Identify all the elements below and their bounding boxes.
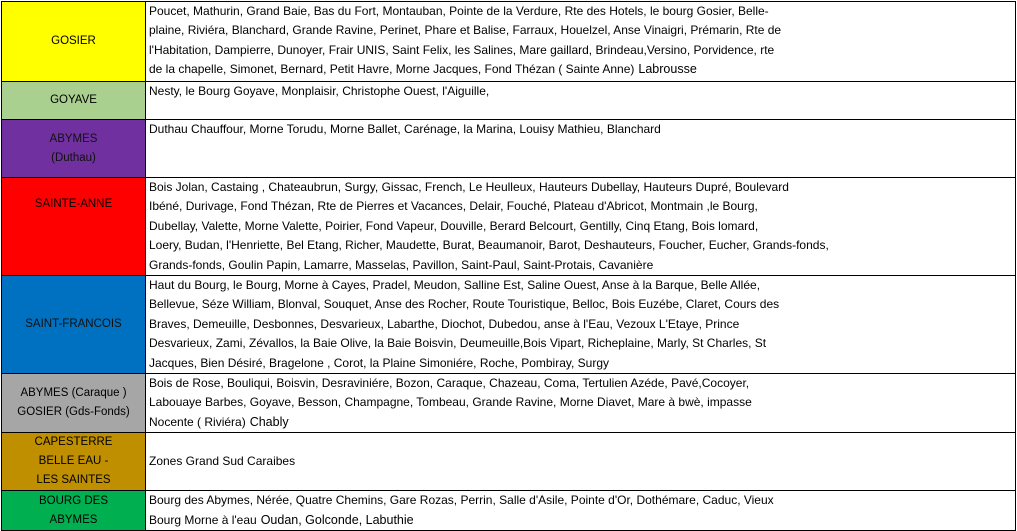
zone-name-cell bbox=[2, 178, 146, 276]
zone-localities-cell bbox=[146, 2, 1016, 82]
zone-name: SAINT-FRANCOIS bbox=[25, 318, 122, 331]
locality-line: l'Habitation, Dampierre, Dunoyer, Frair UNIS, Saint Felix, les Salines, Mare gaillard, Brindeau,Versino, Porvidence, rte bbox=[149, 42, 775, 57]
locality-line: Braves, Demeuille, Desbonnes, Desvarieux, Labarthe, Diochot, Dubedou, anse à l'Eau, Vezoux L'Etaye, Prince bbox=[149, 316, 740, 331]
zone-row-abymes-duthau bbox=[2, 120, 1016, 178]
zone-row-gosier bbox=[2, 2, 1016, 82]
zone-name-cell bbox=[2, 2, 146, 82]
locality-line bbox=[149, 60, 1011, 79]
zone-name-cell bbox=[2, 374, 146, 433]
zone-name-cell bbox=[2, 82, 146, 120]
zone-localities-cell bbox=[146, 433, 1016, 491]
locality-extra: Labrousse bbox=[638, 62, 697, 77]
zone-name-cell bbox=[2, 120, 146, 178]
locality-line: Grands-fonds, Goulin Papin, Lamarre, Masselas, Pavillon, Saint-Paul, Saint-Protais, Cavanière bbox=[149, 257, 654, 272]
locality-line: Bourg des Abymes, Nérée, Quatre Chemins, Gare Rozas, Perrin, Salle d'Asile, Pointe d'Or, Dothémare, Caduc, Vieux bbox=[149, 493, 774, 508]
zone-name: SAINTE-ANNE bbox=[34, 198, 113, 210]
zone-localities-cell bbox=[146, 276, 1016, 374]
zone-name: ABYMES (Duthau) bbox=[49, 132, 98, 164]
locality-line: Desvarieux, Zami, Zévallos, la Baie Olive, la Baie Boisvin, Deumeuille,Bois Vipart, Richeplaine, Marly, St Charles, St bbox=[149, 336, 767, 351]
locality-line: Ibéné, Durivage, Fond Thézan, Rte de Pierres et Vacances, Delair, Fouché, Plateau d'Abricot, Montmain ,le Bourg, bbox=[149, 199, 758, 214]
zone-row-saint-francois bbox=[2, 276, 1016, 374]
zone-row-sainte-anne bbox=[2, 178, 1016, 276]
zone-localities-cell bbox=[146, 374, 1016, 433]
zone-name-cell bbox=[2, 276, 146, 374]
locality-line bbox=[149, 511, 1011, 530]
zone-name: GOSIER bbox=[51, 35, 96, 47]
locality-extra: Oudan, Golconde, Labuthie bbox=[260, 512, 414, 527]
zone-row-abymes-caraque bbox=[2, 374, 1016, 433]
locality-line: Bois Jolan, Castaing , Chateaubrun, Surgy, Gissac, French, Le Heulleux, Hauteurs Dubellay, Hauteurs Dupré, Boulevard bbox=[149, 180, 789, 194]
zone-name: BOURG DES ABYMES bbox=[38, 494, 108, 526]
locality-line: Duthau Chauffour, Morne Torudu, Morne Ballet, Carénage, la Marina, Louisy Mathieu, Blanchard bbox=[149, 122, 661, 136]
locality-text: Bourg Morne à l'eau bbox=[149, 512, 257, 527]
zone-name: ABYMES (Caraque ) GOSIER (Gds-Fonds) bbox=[17, 387, 130, 419]
zone-name: GOYAVE bbox=[50, 94, 97, 106]
locality-line: Labouaye Barbes, Goyave, Besson, Champagne, Tombeau, Grande Ravine, Morne Diavet, Mare à bwè, impasse bbox=[149, 395, 752, 410]
zone-localities-cell bbox=[146, 178, 1016, 276]
locality-extra: Chably bbox=[249, 414, 289, 429]
locality-line: Nesty, le Bourg Goyave, Monplaisir, Christophe Ouest, l'Aiguille, bbox=[149, 84, 490, 98]
zone-row-goyave bbox=[2, 82, 1016, 120]
locality-line: Bois de Rose, Bouliqui, Boisvin, Desraviniére, Bozon, Caraque, Chazeau, Coma, Tertulien Azéde, Pavé,Cocoyer, bbox=[149, 376, 750, 391]
zone-name: CAPESTERRE BELLE EAU - LES SAINTES bbox=[34, 436, 113, 487]
locality-line: Poucet, Mathurin, Grand Baie, Bas du Fort, Montauban, Pointe de la Verdure, Rte des Hotels, le bourg Gosier, Belle- bbox=[149, 4, 769, 18]
locality-line: Jacques, Bien Désiré, Bragelone , Corot, la Plaine Simoniére, Roche, Pombiray, Surgy bbox=[149, 355, 610, 370]
locality-line: Zones Grand Sud Caraibes bbox=[149, 454, 296, 469]
locality-line: Loery, Budan, l'Henriette, Bel Etang, Richer, Maudette, Burat, Beaumanoir, Barot, Deshauteurs, Foucher, Eucher, Grands-fonds, bbox=[149, 238, 829, 253]
zone-row-capesterre bbox=[2, 433, 1016, 491]
locality-text: Nocente ( Riviéra) bbox=[149, 414, 246, 429]
zone-localities-cell bbox=[146, 120, 1016, 178]
locality-line: Bellevue, Séze William, Blonval, Souquet, Anse des Rocher, Route Touristique, Belloc, Bois Euzébe, Claret, Cours des bbox=[149, 297, 780, 312]
locality-line bbox=[149, 413, 1011, 432]
zone-localities-cell bbox=[146, 82, 1016, 120]
locality-text: de la chapelle, Simonet, Bernard, Petit Havre, Morne Jacques, Fond Thézan ( Sainte Anne) bbox=[149, 62, 635, 77]
zone-name-cell bbox=[2, 433, 146, 491]
locality-line: Haut du Bourg, le Bourg, Morne à Cayes, Pradel, Meudon, Salline Est, Saline Ouest, Anse à la Barque, Belle Allée, bbox=[149, 278, 761, 293]
locality-line: plaine, Riviéra, Blanchard, Grande Ravine, Perinet, Phare et Balise, Farraux, Houelzel, Anse Vinaigri, Prémarin, Rte de bbox=[149, 23, 782, 38]
zones-table bbox=[1, 1, 1016, 531]
locality-line: Dubellay, Valette, Morne Valette, Poirier, Fond Vapeur, Douville, Berard Belcourt, Gentilly, Cinq Etang, Bois lomard, bbox=[149, 218, 759, 233]
